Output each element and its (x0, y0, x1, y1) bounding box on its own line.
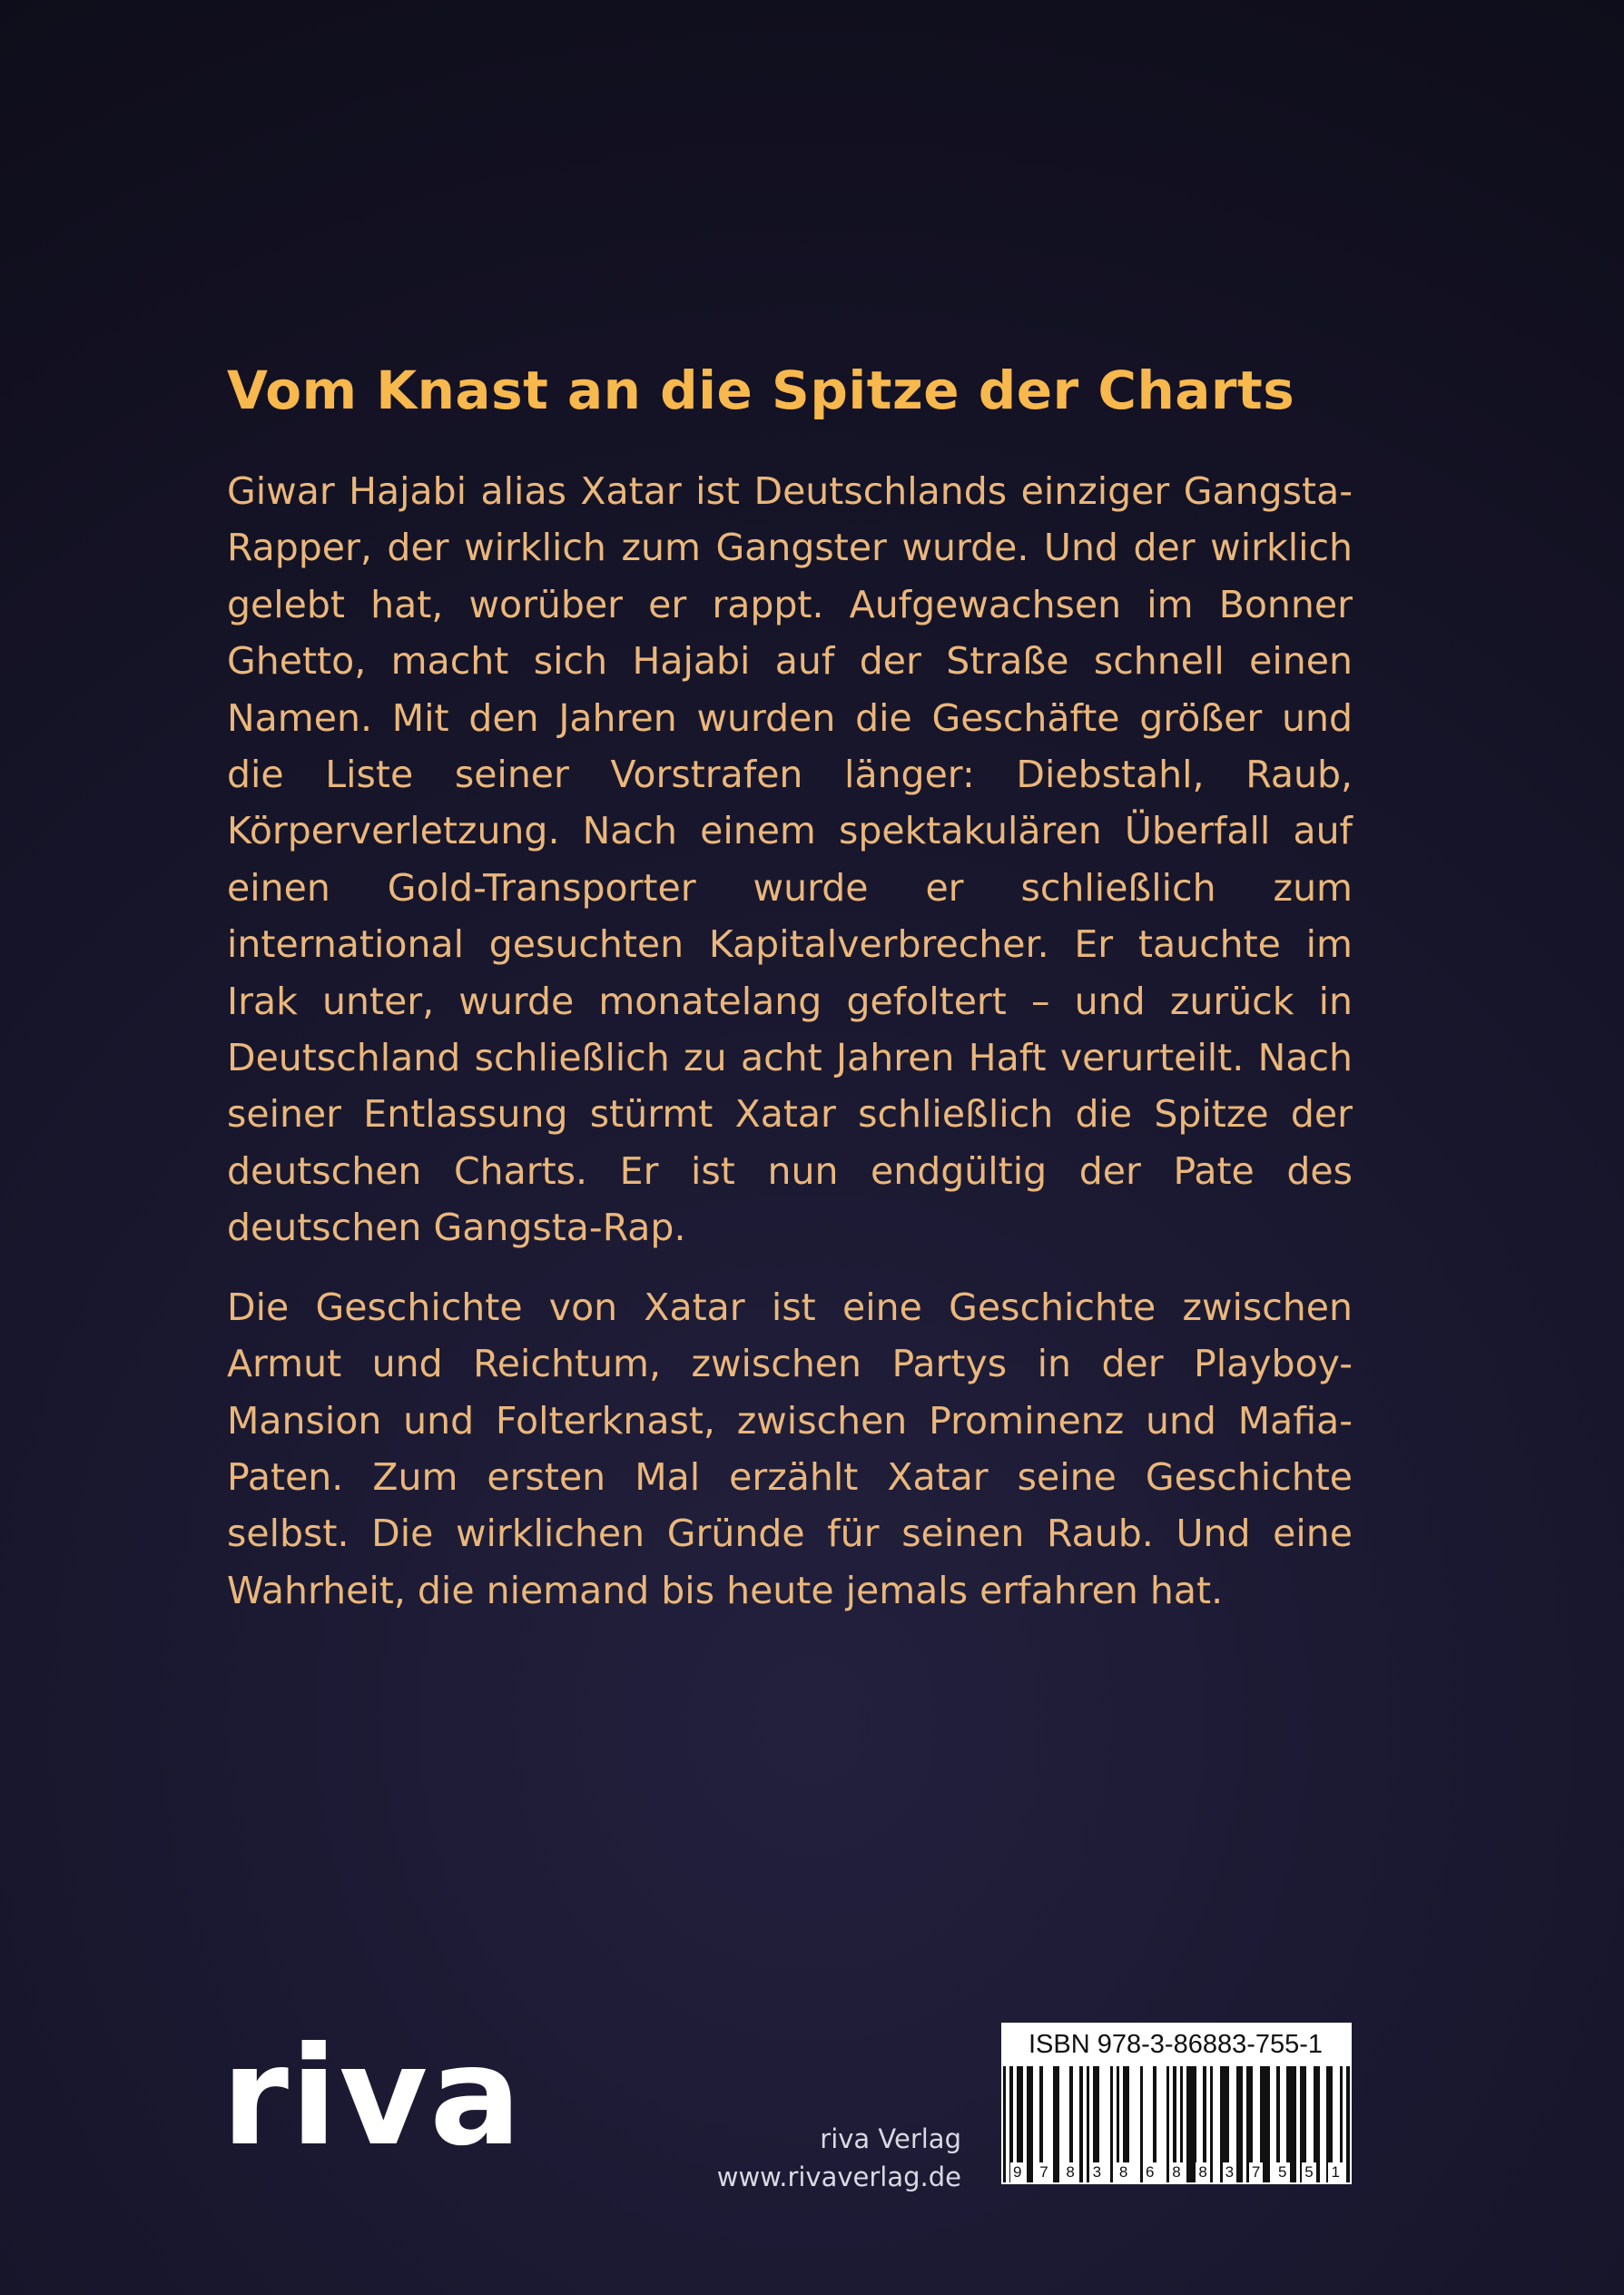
barcode-digit: 3 (1223, 2162, 1236, 2182)
barcode-bar (1203, 2066, 1206, 2182)
barcode-bars (1003, 2066, 1350, 2182)
riva-logo: riva (221, 2018, 524, 2176)
blurb (227, 463, 1353, 1619)
blurb-paragraph-1: Giwar Hajabi alias Xatar ist Deutschlands einziger Gangsta-Rapper, der wirklich zum Gangster wurde. Und der wirklich gelebt hat, worüber er rappt. Aufgewachsen im Bonner Ghetto, macht sich Hajabi auf der Straße schnell einen Namen. Mit den Jahren wurden die Geschäfte größer und die Liste seiner Vorstrafen länger: Diebstahl, Raub, Körperverletzung. Nach einem spektakulären Überfall auf einen Gold-Transporter wurde er schließlich zum international gesuchten Kapitalverbrecher. Er tauchte im Irak unter, wurde monatelang gefoltert – und zurück in Deutschland schließlich zu acht Jahren Haft verurteilt. Nach seiner Entlassung stürmt Xatar schließlich die Spitze der deutschen Charts. Er ist nun endgültig der Pate des deutschen Gangsta-Rap. (227, 469, 1353, 1250)
barcode-bar (1093, 2066, 1099, 2182)
barcode-digit: 6 (1143, 2162, 1156, 2182)
barcode-bar (1087, 2066, 1089, 2182)
barcode-bar (1166, 2066, 1169, 2182)
publisher-name: riva Verlag (820, 2123, 961, 2154)
barcode-digit: 8 (1117, 2162, 1130, 2182)
barcode-bar (1003, 2066, 1006, 2182)
publisher-info (717, 2120, 961, 2196)
barcode-bar (1140, 2066, 1143, 2182)
barcode-bar (1246, 2066, 1253, 2182)
isbn-label: ISBN 978-3-86883-755-1 (1029, 2030, 1324, 2059)
barcode-digit: 1 (1328, 2162, 1342, 2182)
barcode-digit: 9 (1010, 2162, 1024, 2182)
barcode-bar (1173, 2066, 1176, 2182)
barcode-bar (1276, 2066, 1279, 2182)
barcode-bar (1110, 2066, 1113, 2182)
back-cover-headline: Vom Knast an die Spitze der Charts (227, 360, 1295, 421)
barcode-bar (1210, 2066, 1213, 2182)
barcode-bar (1039, 2066, 1042, 2182)
barcode-bar (1340, 2066, 1343, 2182)
barcode-digit: 8 (1196, 2162, 1209, 2182)
barcode-bar (1153, 2066, 1156, 2182)
barcode-digit: 8 (1169, 2162, 1183, 2182)
barcode-digit: 5 (1275, 2162, 1289, 2182)
barcode-bar (1314, 2066, 1320, 2182)
barcode-digit: 7 (1249, 2162, 1263, 2182)
barcode-bar (1286, 2066, 1296, 2182)
barcode-digit: 5 (1302, 2162, 1315, 2182)
barcode-bar (1069, 2066, 1072, 2182)
publisher-website: www.rivaverlag.de (716, 2162, 961, 2192)
barcode-bar (1053, 2066, 1059, 2182)
barcode-bar (1117, 2066, 1119, 2182)
barcode-bar (1180, 2066, 1183, 2182)
barcode-bar (1326, 2066, 1333, 2182)
isbn-barcode-box (1001, 2023, 1352, 2184)
barcode-bar (1346, 2066, 1349, 2182)
barcode-bar (1300, 2066, 1306, 2182)
barcode-bar (1186, 2066, 1196, 2182)
barcode (1003, 2066, 1350, 2182)
barcode-digit: 8 (1063, 2162, 1077, 2182)
blurb-paragraph-2: Die Geschichte von Xatar ist eine Geschichte zwischen Armut und Reichtum, zwischen Partys in der Playboy-Mansion und Folterknast, zwischen Prominenz und Mafia-Paten. Zum ersten Mal erzählt Xatar seine Geschichte selbst. Die wirklichen Gründe für seinen Raub. Und eine Wahrheit, die niemand bis heute jemals erfahren hat. (227, 1285, 1353, 1612)
barcode-bar (1017, 2066, 1023, 2182)
barcode-bar (1009, 2066, 1012, 2182)
barcode-bar (1236, 2066, 1243, 2182)
barcode-bar (1027, 2066, 1033, 2182)
barcode-bar (1260, 2066, 1270, 2182)
barcode-bar (1123, 2066, 1129, 2182)
barcode-digit: 3 (1090, 2162, 1104, 2182)
barcode-digit: 7 (1037, 2162, 1050, 2182)
barcode-bar (1220, 2066, 1230, 2182)
barcode-bar (1079, 2066, 1082, 2182)
